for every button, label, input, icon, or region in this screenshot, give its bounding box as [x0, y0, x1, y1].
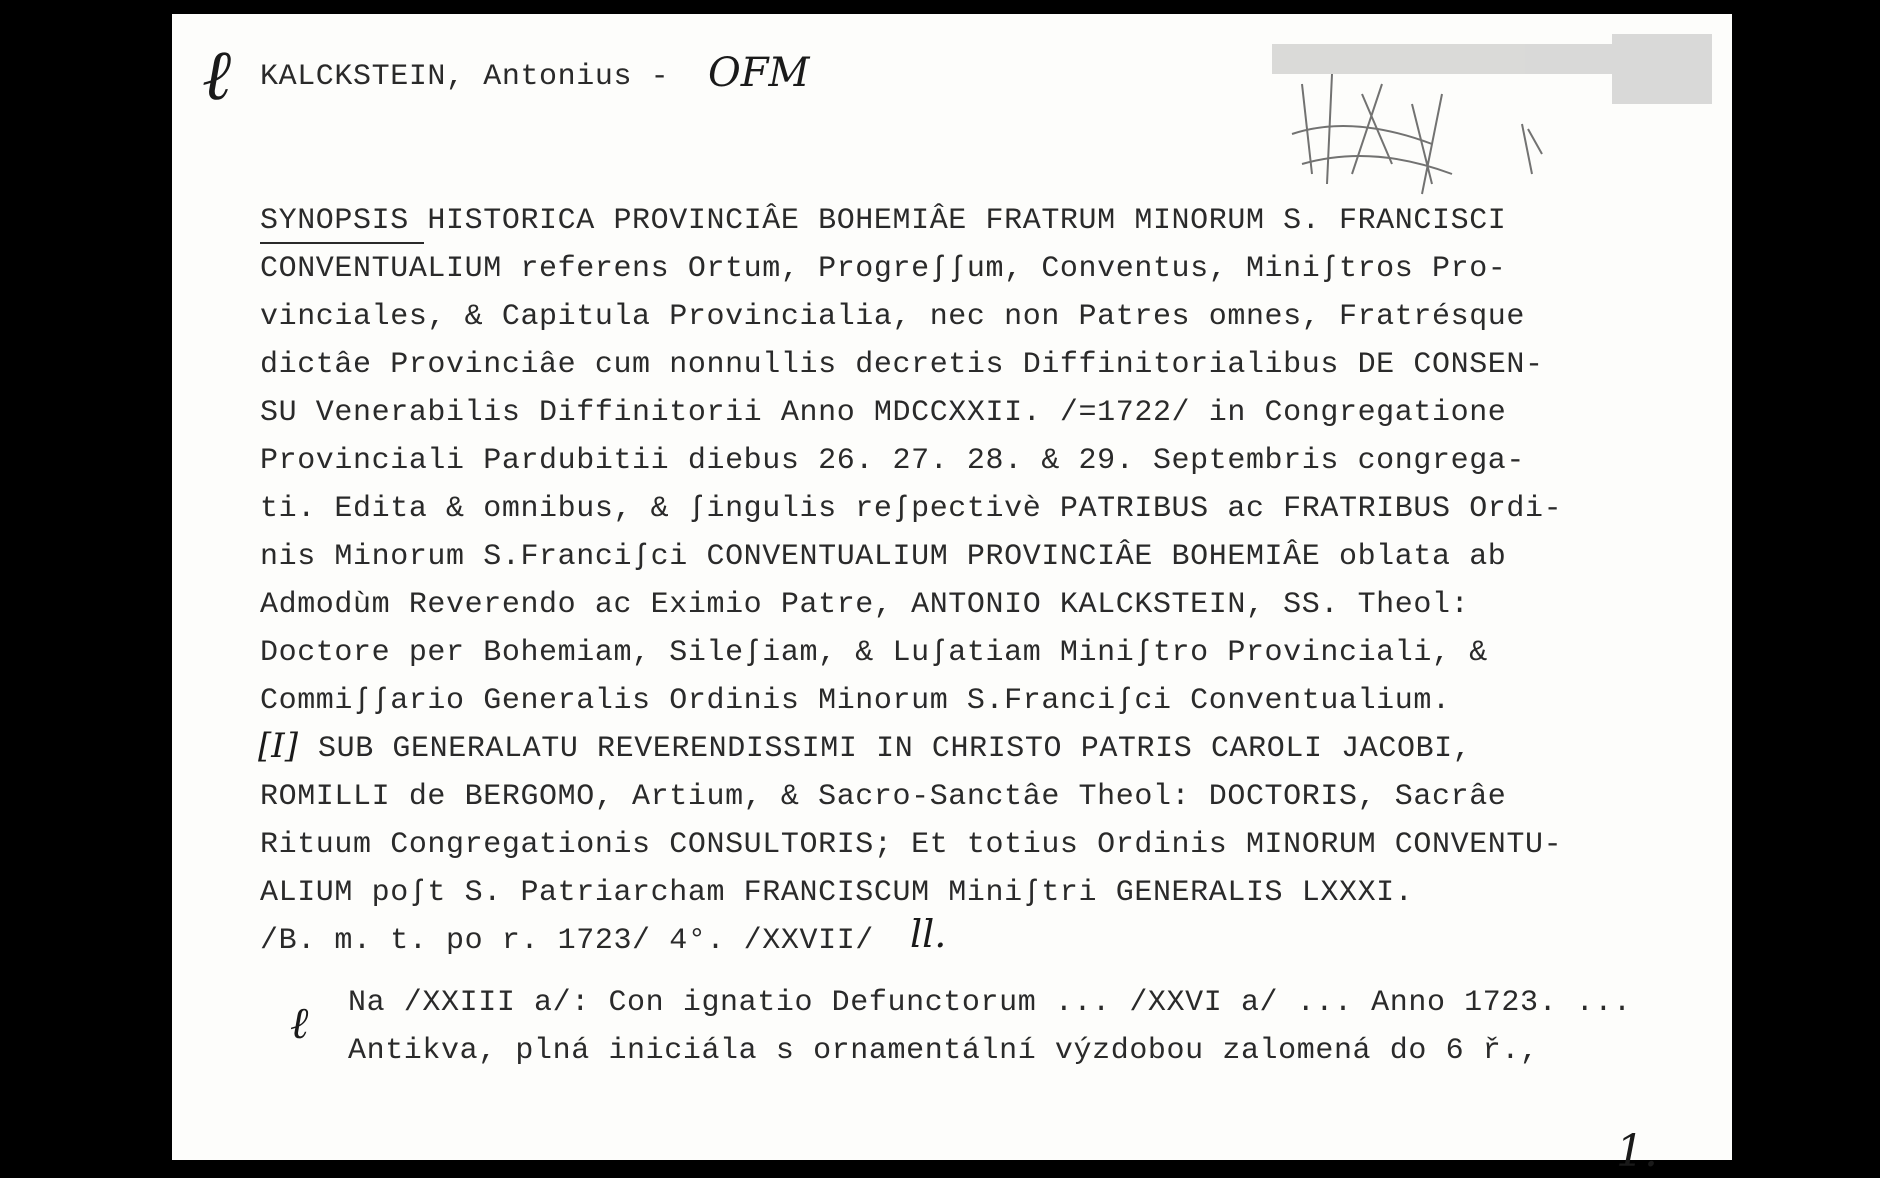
author-heading: KALCKSTEIN, Antonius - — [260, 60, 670, 94]
body-line-7: ti. Edita & omnibus, & ʃingulis reʃpectivè PATRIBUS ac FRATRIBUS Ordi- — [260, 492, 1563, 526]
sub-line-1: SUB GENERALATU REVERENDISSIMI IN CHRISTO PATRIS CAROLI JACOBI, — [318, 732, 1472, 766]
page-number: 1. — [1616, 1126, 1658, 1177]
body-line-6: Provinciali Pardubitii diebus 26. 27. 28. & 29. Septembris congrega- — [260, 444, 1525, 478]
body-line-3: vinciales, & Capitula Provincialia, nec non Patres omnes, Fratrésque — [260, 300, 1525, 334]
body-line-9: Admodùm Reverendo ac Eximio Patre, ANTONIO KALCKSTEIN, SS. Theol: — [260, 588, 1470, 622]
location-handwriting: ll. — [910, 912, 947, 956]
body-line-1: SYNOPSIS HISTORICA PROVINCIÂE BOHEMIÂE FRATRUM MINORUM S. FRANCISCI — [260, 204, 1507, 238]
handwritten-mark: ℓ — [202, 34, 232, 116]
body-line-11: Commiʃʃario Generalis Ordinis Minorum S.Franciʃci Conventualium. — [260, 684, 1451, 718]
order-annotation: OFM — [708, 50, 810, 96]
body-line-10: Doctore per Bohemiam, Sileʃiam, & Luʃatiam Miniʃtro Provinciali, & — [260, 636, 1488, 670]
title-underline — [260, 242, 424, 244]
stamp-smudge — [1232, 34, 1712, 204]
body-line-2: CONVENTUALIUM referens Ortum, Progreʃʃum, Conventus, Miniʃtros Pro- — [260, 252, 1507, 286]
body-line-4: dictâe Provinciâe cum nonnullis decretis Diffinitorialibus DE CONSEN- — [260, 348, 1544, 382]
body-line-8: nis Minorum S.Franciʃci CONVENTUALIUM PROVINCIÂE BOHEMIÂE oblata ab — [260, 540, 1507, 574]
sub-line-3: Rituum Congregationis CONSULTORIS; Et totius Ordinis MINORUM CONVENTU- — [260, 828, 1563, 862]
footer-line-1: Na /XXIII a/: Con ignatio Defunctorum ... /XXVI a/ ... Anno 1723. ... — [348, 986, 1632, 1020]
sub-line-2: ROMILLI de BERGOMO, Artium, & Sacro-Sanctâe Theol: DOCTORIS, Sacrâe — [260, 780, 1507, 814]
shelf-location: /B. m. t. po r. 1723/ 4°. /XXVII/ — [260, 924, 874, 958]
footer-line-2: Antikva, plná iniciála s ornamentální výzdobou zalomená do 6 ř., — [348, 1034, 1539, 1068]
sub-line-4: ALIUM poʃt S. Patriarcham FRANCISCUM Miniʃtri GENERALIS LXXXI. — [260, 876, 1414, 910]
body-line-5: SU Venerabilis Diffinitorii Anno MDCCXXII. /=1722/ in Congregatione — [260, 396, 1507, 430]
catalog-card — [172, 14, 1732, 1177]
bracket-annotation: [I] — [258, 726, 298, 766]
footer-handwritten-mark: ℓ — [290, 998, 309, 1049]
